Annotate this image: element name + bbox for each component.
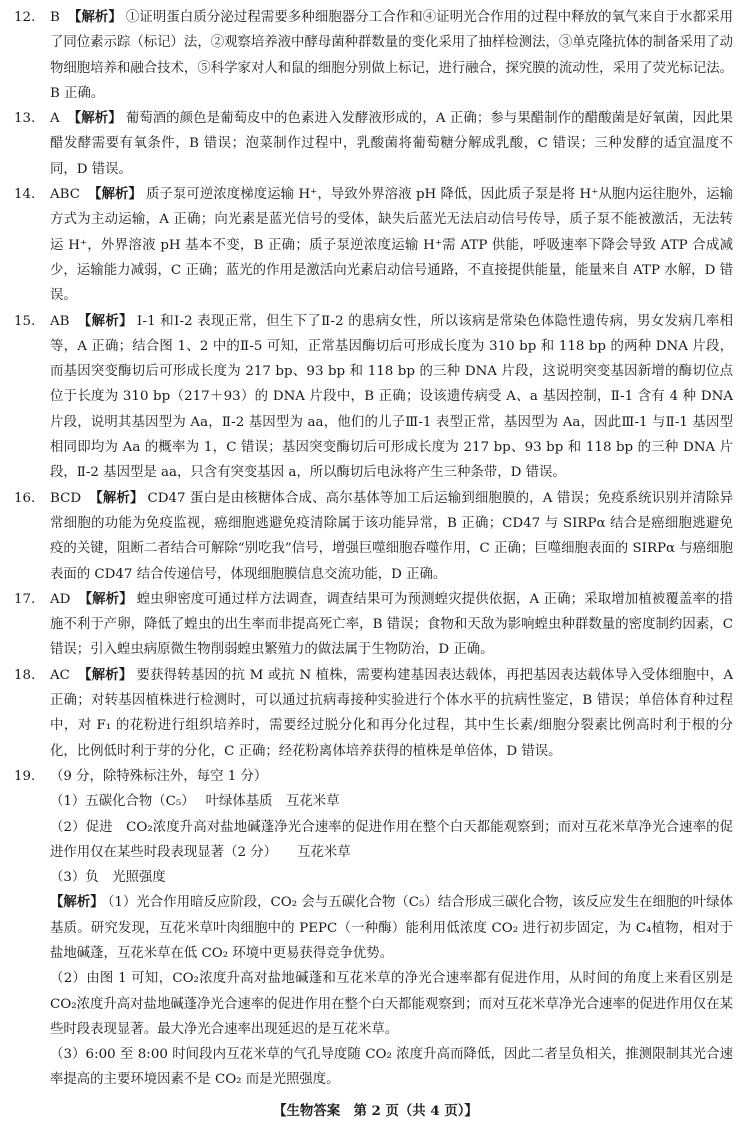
item-number: 12. [14, 10, 36, 25]
explanation-part-1: （1）光合作用暗反应阶段，CO₂ 会与五碳化合物（C₅）结合形成三碳化合物，该反应发生在细胞的叶绿体基质。研究发现，互花米草叶肉细胞中的 PEPC（一种酶）能利用低浓度 CO₂ 进行初步固定，为 C₄植物，相对于盐地碱蓬，互花米草在低 CO₂ 环境中更易获得竞争优势。 [50, 895, 734, 961]
item-number: 14. [14, 187, 36, 203]
explanation-part-3: （3）6:00 至 8:00 时间段内互花米草的气孔导度随 CO₂ 浓度升高而降低，因此二者呈负相关，推测限制其光合速率提高的主要环境因素不是 CO₂ 而是光照强度。 [50, 1047, 733, 1088]
analysis-text: CD47 蛋白是由核糖体合成、高尔基体等加工后运输到细胞膜的，A 错误；免疫系统识别并清除异常细胞的功能为免疫监视，癌细胞逃避免疫清除属于该功能异常，B 正确；CD47 与 SIRPα 结合是癌细胞逃避免疫的关键，阻断二者结合可解除“别吃我”信号，增强巨噬细胞吞噬作用，C 正确；巨噬细胞表面的 SIRPα 与癌细胞表面的 CD47 结合传递信号，体现细胞膜信息交流功能，D 正确。 [50, 490, 734, 582]
item-answer: B [50, 10, 60, 25]
analysis-tag: 【解析】 [67, 110, 122, 127]
analysis-tag: 【解析】 [50, 894, 104, 911]
item-number: 15. [14, 313, 36, 329]
item-answer: BCD [50, 490, 82, 506]
answer-item-16 [14, 486, 733, 587]
analysis-tag: 【解析】 [77, 666, 133, 683]
score-note: （9 分，除特殊标注外，每空 1 分） [50, 768, 268, 784]
answer-item-17 [14, 587, 733, 663]
item-answer: AC [50, 667, 70, 683]
answer-item-13 [14, 106, 733, 182]
analysis-text: 要获得转基因的抗 M 或抗 N 植株，需要构建基因表达载体，再把基因表达载体导入受体细胞中，A 正确；对转基因植株进行检测时，可以通过抗病毒接种实验进行个体水平的抗病性鉴定，B 错误；单倍体育种过程中，对 F₁ 的花粉进行组织培养时，需要经过脱分化和再分化过程，其中生长素/细胞分裂素比例高时利于根的分化，比例低时利于芽的分化，C 正确；经花粉离体培养获得的植株是单倍体，D 错误。 [50, 667, 733, 759]
answer-item-12 [14, 5, 733, 106]
item-answer: AD [50, 591, 71, 607]
item-answer: A [50, 111, 60, 127]
answer-part-1: （1）五碳化合物（C₅） 叶绿体基质 互花米草 [50, 794, 340, 810]
analysis-tag: 【解析】 [88, 186, 142, 203]
analysis-tag: 【解析】 [77, 312, 133, 329]
analysis-text: Ⅰ-1 和Ⅰ-2 表现正常，但生下了Ⅱ-2 的患病女性，所以该病是常染色体隐性遗传病，男女发病几率相等，A 正确；结合图 1、2 中的Ⅱ-5 可知，正常基因酶切后可形成长度为 310 bp 和 118 bp 的两种 DNA 片段，而基因突变酶切后可形成长度为 217 bp、93 bp 和 118 bp 的三种 DNA 片段，这说明突变基因新增的酶切位点位于长度为 310 bp（217＋93）的 DNA 片段中，B 正确；设该遗传病受 A、a 基因控制，Ⅱ-1 含有 4 种 DNA 片段，说明其基因型为 Aa，Ⅱ-2 基因型为 aa，他们的儿子Ⅲ-1 表型正常，基因型为 Aa，因此Ⅲ-1 与Ⅱ-1 基因型相同即均为 Aa 的概率为 1，C 错误；基因突变酶切后可形成长度为 217 bp、93 bp 和 118 bp 的三种 DNA 片段，Ⅱ-2 基因型是 aa，只含有突变基因 a，所以酶切后电泳将产生三种条带，D 错误。 [50, 313, 733, 481]
item-answer: AB [50, 313, 70, 329]
page-footer: 【生物答案 第 2 页（共 4 页）】 [273, 1103, 478, 1119]
item-number: 19. [14, 768, 36, 784]
explanation-part-2: （2）由图 1 可知，CO₂浓度升高对盐地碱蓬和互花米草的净光合速率都有促进作用，从时间的角度上来看区别是 CO₂浓度升高对盐地碱蓬净光合速率的促进作用在整个白天都能观察到；而对互花米草净光合速率的促进作用仅在某些时段表现显著。最大净光合速率出现延迟的是互花米草。 [50, 971, 733, 1037]
answer-item-15 [14, 309, 733, 486]
answer-item-14 [14, 182, 733, 308]
analysis-text: 蝗虫卵密度可通过样方法调查，调查结果可为预测蝗灾提供依据，A 正确；采取增加植被覆盖率的措施不利于产卵，降低了蝗虫的出生率而非提高死亡率，B 错误；食物和天敌为影响蝗虫种群数量的密度制约因素，C 错误；引入蝗虫病原微生物削弱蝗虫繁殖力的做法属于生物防治，D 正确。 [50, 591, 733, 658]
answer-part-2: （2）促进 CO₂浓度升高对盐地碱蓬净光合速率的促进作用在整个白天都能观察到；而对互花米草净光合速率的促进作用仅在某些时段表现显著（2 分） 互花米草 [50, 819, 733, 860]
answer-item-19 [14, 764, 733, 1093]
analysis-text: 质子泵可逆浓度梯度运输 H⁺，导致外界溶液 pH 降低，因此质子泵是将 H⁺从胞内运往胞外，运输方式为主动运输，A 正确；向光素是蓝光信号的受体，缺失后蓝光无法启动信号传导，质子泵不能被激活，无法转运 H⁺，外界溶液 pH 基本不变，B 正确；质子泵逆浓度运输 H⁺需 ATP 供能，呼吸速率下降会导致 ATP 合成减少，运输能力减弱，C 正确；蓝光的作用是激活向光素启动信号通路，不直接提供能量，能量来自 ATP 水解，D 错误。 [50, 187, 734, 304]
analysis-text: ①证明蛋白质分泌过程需要多种细胞器分工合作和④证明光合作用的过程中释放的氧气来自于水都采用了同位素示踪（标记）法，②观察培养液中酵母菌种群数量的变化采用了抽样检测法，③单克隆抗体的制备采用了动物细胞培养和融合技术，⑤科学家对人和鼠的细胞分别做上标记，进行融合，探究膜的流动性，采用了荧光标记法。B 正确。 [50, 10, 734, 101]
analysis-tag: 【解析】 [67, 9, 122, 25]
item-answer: ABC [50, 187, 81, 203]
analysis-tag: 【解析】 [89, 489, 144, 506]
analysis-tag: 【解析】 [78, 590, 133, 607]
answer-item-18 [14, 663, 733, 764]
item-number: 18. [14, 667, 36, 683]
item-number: 17. [14, 591, 36, 607]
analysis-text: 葡萄酒的颜色是葡萄皮中的色素进入发酵液形成的，A 正确；参与果醋制作的醋酸菌是好氧菌，因此果醋发酵需要有氧条件，B 错误；泡菜制作过程中，乳酸菌将葡萄糖分解成乳酸，C 错误；三种发酵的适宜温度不同，D 错误。 [50, 111, 733, 177]
item-number: 13. [14, 111, 36, 127]
answer-part-3: （3）负 光照强度 [50, 870, 166, 886]
item-number: 16. [14, 490, 36, 506]
